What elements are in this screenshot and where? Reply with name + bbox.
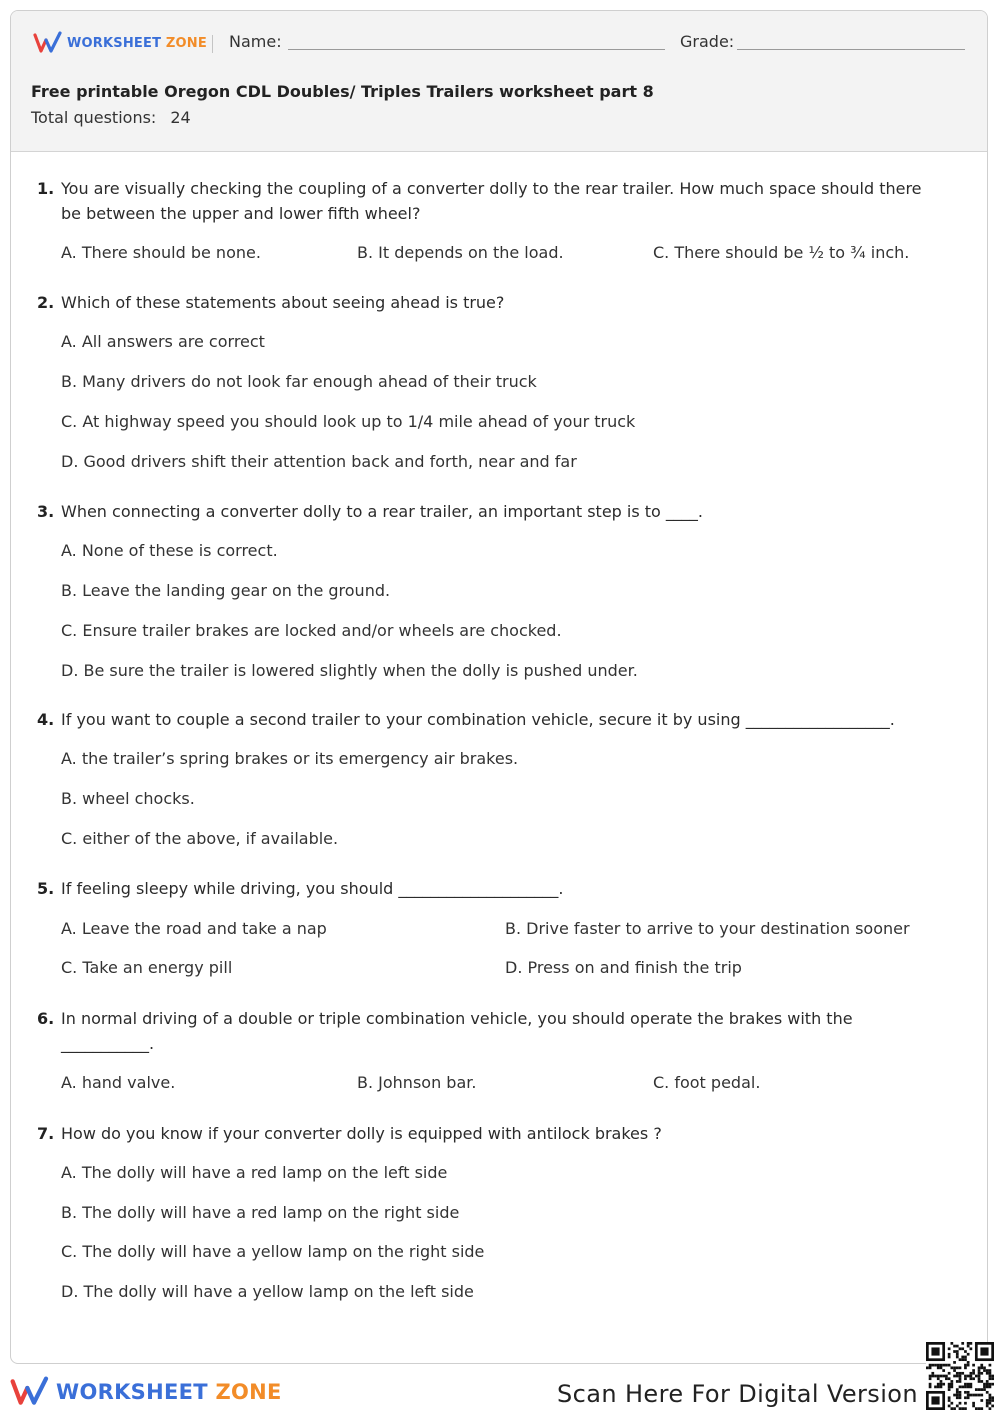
answer-option[interactable]: C. At highway speed you should look up to 1/4 mile ahead of your truck xyxy=(61,412,636,431)
question-number: 5. xyxy=(37,879,55,898)
question-text: If feeling sleepy while driving, you should ____________________. xyxy=(61,879,564,898)
footer-brand-name xyxy=(56,1380,282,1404)
answer-option[interactable]: D. Press on and finish the trip xyxy=(505,958,742,977)
brand-word-worksheet: WORKSHEET xyxy=(56,1380,208,1404)
question-text: When connecting a converter dolly to a rear trailer, an important step is to ____. xyxy=(61,502,703,521)
question-text: You are visually checking the coupling of a converter dolly to the rear trailer. How much space should there be between the upper and lower fifth wheel? xyxy=(61,179,922,223)
answer-option[interactable]: C. either of the above, if available. xyxy=(61,829,339,848)
question-text: How do you know if your converter dolly is equipped with antilock brakes ? xyxy=(61,1124,662,1143)
answer-option[interactable]: A. There should be none. xyxy=(61,243,261,262)
answer-option[interactable]: C. Ensure trailer brakes are locked and/or wheels are chocked. xyxy=(61,621,562,640)
question-number: 3. xyxy=(37,502,55,521)
answer-option[interactable]: B. Drive faster to arrive to your destination sooner xyxy=(505,919,910,938)
qr-code-icon[interactable] xyxy=(926,1342,994,1410)
answer-option[interactable]: B. It depends on the load. xyxy=(357,243,564,262)
answer-option[interactable]: A. Leave the road and take a nap xyxy=(61,919,327,938)
answer-option[interactable]: D. The dolly will have a yellow lamp on the left side xyxy=(61,1282,474,1301)
total-questions-label: Total questions: xyxy=(31,108,157,127)
answer-option[interactable]: D. Good drivers shift their attention back and forth, near and far xyxy=(61,452,577,471)
answer-option[interactable]: C. There should be ½ to ¾ inch. xyxy=(653,243,910,262)
question-text: Which of these statements about seeing ahead is true? xyxy=(61,293,505,312)
question-number: 4. xyxy=(37,710,55,729)
scan-instruction: Scan Here For Digital Version xyxy=(557,1380,918,1408)
logo-w-icon xyxy=(33,31,63,55)
question-number: 2. xyxy=(37,293,55,312)
answer-option[interactable]: A. None of these is correct. xyxy=(61,541,278,560)
brand-word-zone: ZONE xyxy=(165,35,207,51)
answer-option[interactable]: B. Many drivers do not look far enough ahead of their truck xyxy=(61,372,537,391)
brand-word-zone: ZONE xyxy=(215,1380,282,1404)
answer-option[interactable]: C. Take an energy pill xyxy=(61,958,233,977)
total-questions-value: 24 xyxy=(170,108,191,127)
answer-option[interactable]: C. foot pedal. xyxy=(653,1073,761,1092)
question-number: 1. xyxy=(37,179,55,198)
header-divider xyxy=(212,35,213,53)
answer-option[interactable]: C. The dolly will have a yellow lamp on the right side xyxy=(61,1242,485,1261)
worksheet-page xyxy=(10,10,988,1364)
question-number: 7. xyxy=(37,1124,55,1143)
question-number: 6. xyxy=(37,1009,55,1028)
name-label: Name: xyxy=(229,32,282,51)
worksheet-title: Free printable Oregon CDL Doubles/ Triples Trailers worksheet part 8 xyxy=(31,82,654,101)
brand-word-worksheet: WORKSHEET xyxy=(67,35,162,51)
answer-option[interactable]: A. hand valve. xyxy=(61,1073,176,1092)
answer-option[interactable]: D. Be sure the trailer is lowered slightly when the dolly is pushed under. xyxy=(61,661,638,680)
answer-option[interactable]: B. Leave the landing gear on the ground. xyxy=(61,581,391,600)
worksheet-header xyxy=(11,11,987,152)
grade-label: Grade: xyxy=(680,32,735,51)
answer-option[interactable]: B. The dolly will have a red lamp on the right side xyxy=(61,1203,460,1222)
brand-logo[interactable] xyxy=(33,31,207,55)
answer-option[interactable]: A. All answers are correct xyxy=(61,332,265,351)
answer-option[interactable]: A. The dolly will have a red lamp on the left side xyxy=(61,1163,448,1182)
brand-name xyxy=(67,36,207,51)
footer-brand-logo[interactable] xyxy=(10,1376,282,1408)
answer-option[interactable]: B. Johnson bar. xyxy=(357,1073,477,1092)
logo-w-icon xyxy=(10,1376,50,1408)
answer-option[interactable]: B. wheel chocks. xyxy=(61,789,195,808)
answer-option[interactable]: A. the trailer’s spring brakes or its emergency air brakes. xyxy=(61,749,519,768)
grade-field[interactable] xyxy=(737,49,965,50)
total-questions xyxy=(31,108,191,127)
name-field[interactable] xyxy=(288,49,665,50)
question-text: In normal driving of a double or triple combination vehicle, you should operate the brakes with the ___________. xyxy=(61,1009,853,1053)
question-text: If you want to couple a second trailer to your combination vehicle, secure it by using __________________. xyxy=(61,710,895,729)
